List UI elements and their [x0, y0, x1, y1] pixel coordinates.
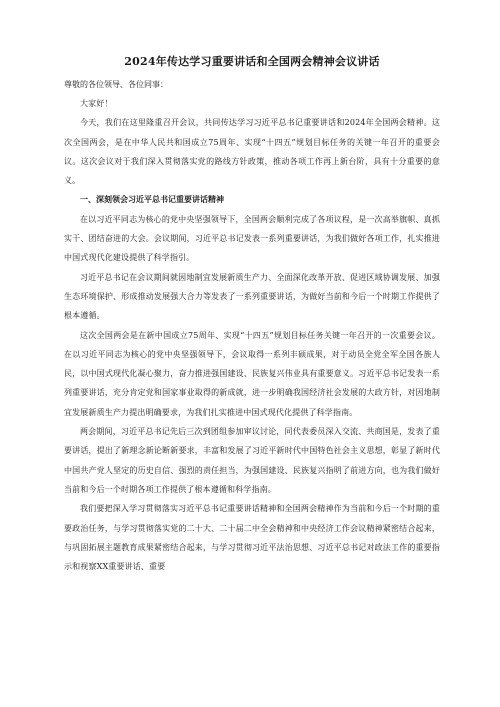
body-paragraph-3: 这次全国两会是在新中国成立75周年、实现“十四五”规划目标任务关键一年召开的一次重要会议。在以习近平同志为核心的党中央坚强领导下，会议取得一系列丰硕成果，对于动员全党全军全国各族人民，以中国式现代化凝心聚力，奋力推进强国建设、民族复兴伟业具有重要意义。习近平总书记发表一系列重要讲话，充分肯定党和国家事业取得的新成就，进一步明确我国经济社会发展的大政方针，对因地制宜发展新质生产力提出明确要求，为我们扎实推进中国式现代化提供了科学指南。	[64, 330, 440, 417]
body-paragraph-1: 在以习近平同志为核心的党中央坚强领导下，全国两会顺利完成了各项议程，是一次高举旗帜、真抓实干、团结奋进的大会。会议期间，习近平总书记发表一系列重要讲话，为我们做好各项工作，扎实推进中国式现代化建设提供了科学指引。	[64, 214, 440, 263]
body-paragraph-5: 我们要把深入学习贯彻落实习近平总书记重要讲话精神和全国两会精神作为当前和今后一个时期的重要政治任务，与学习贯彻落实党的二十大、二十届二中全会精神和中央经济工作会议精神紧密结合起来，与巩固拓展主题教育成果紧密结合起来，与学习贯彻习近平法治思想、习近平总书记对政法工作的重要指示和视察XX重要讲话、重要	[64, 504, 440, 572]
document-title: 2024年传达学习重要讲话和全国两会精神会议讲话	[124, 55, 380, 68]
intro-paragraph: 今天，我们在这里隆重召开会议，共同传达学习习近平总书记重要讲话和2024年全国两会精神。这次全国两会，是在中华人民共和国成立75周年、实现“十四五”规划目标任务的关键一年召开的重要会议。这次会议对于我们深入贯彻落实党的路线方针政策，推动各项工作再上新台阶，具有十分重要的意义。	[64, 118, 440, 186]
body-paragraph-2: 习近平总书记在会议期间就因地制宜发展新质生产力、全面深化改革开放、促进区域协调发展、加强生态环境保护、形成推动发展强大合力等发表了一系列重要讲话，为做好当前和今后一个时期工作提供了根本遵循。	[64, 272, 440, 321]
salutation: 尊敬的各位领导、各位同事：	[64, 80, 168, 89]
body-paragraph-4: 两会期间，习近平总书记先后三次到团组参加审议讨论，同代表委员深入交流、共商国是，发表了重要讲话，提出了新理念新论断新要求，丰富和发展了习近平新时代中国特色社会主义思想，彰显了新时代中国共产党人坚定的历史自信、强烈的责任担当，为强国建设、民族复兴指明了前进方向，也为我们做好当前和今后一个时期各项工作提供了根本遵循和科学指南。	[64, 427, 440, 494]
greeting: 大家好！	[80, 99, 113, 108]
section-heading-1: 一、深刻领会习近平总书记重要讲话精神	[80, 194, 224, 205]
